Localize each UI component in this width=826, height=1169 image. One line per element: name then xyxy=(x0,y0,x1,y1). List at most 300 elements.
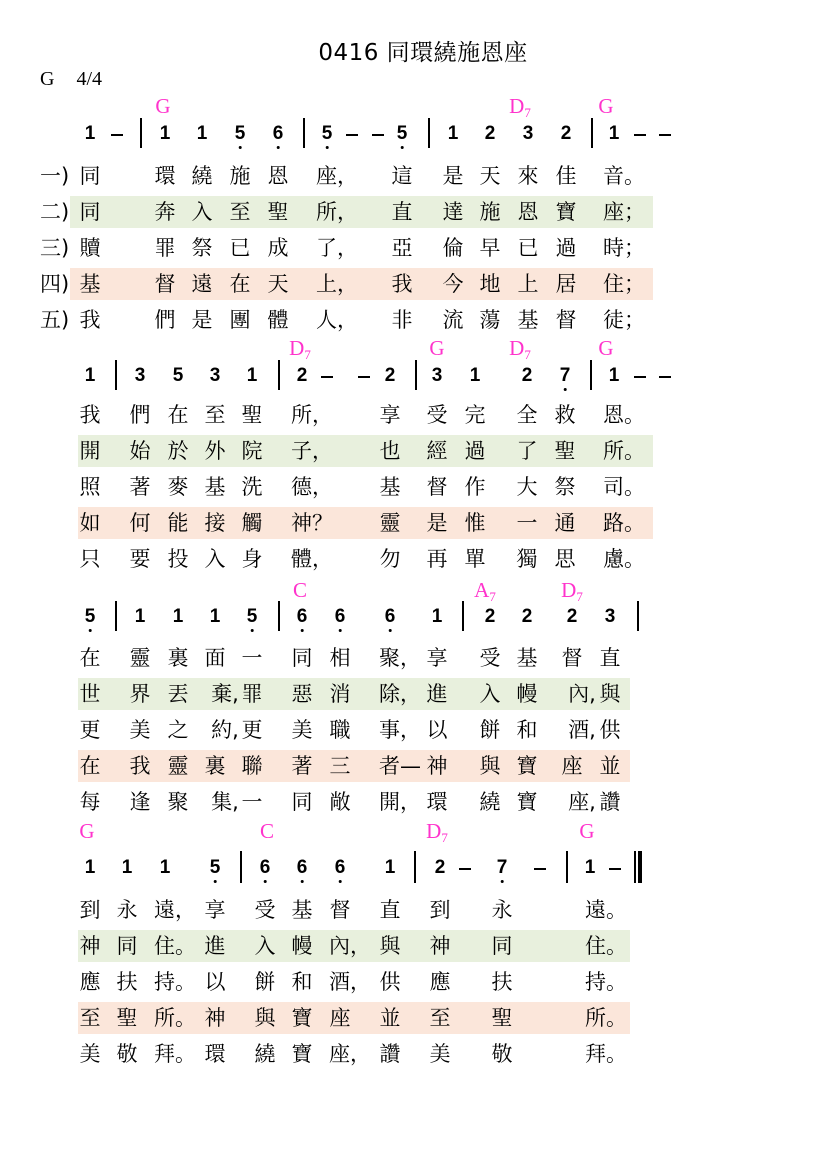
lyric-syllable: 享 xyxy=(426,646,448,670)
lyric-syllable: 除， xyxy=(379,682,421,706)
time-signature: 4/4 xyxy=(76,68,103,90)
lyric-syllable: 麥 xyxy=(167,475,189,499)
lyric-syllable: 扶 xyxy=(491,970,513,994)
lyric-syllable: 身 xyxy=(241,547,263,571)
note: 1 xyxy=(84,123,96,144)
sustain-dash xyxy=(659,134,671,136)
lyric-syllable: 美 xyxy=(291,718,313,742)
note-low-octave: 5 xyxy=(321,123,333,144)
note: 1 xyxy=(172,606,184,627)
chord-symbol: $A_7$ xyxy=(474,578,496,604)
note: 2 xyxy=(521,606,533,627)
note: 1 xyxy=(469,365,481,386)
lyric-syllable: 督 xyxy=(555,308,577,332)
note: 3 xyxy=(209,365,221,386)
lyric-syllable: 持。 xyxy=(585,970,627,994)
lyric-syllable: 我 xyxy=(79,403,101,427)
lyric-syllable: 著 xyxy=(129,475,151,499)
lyric-syllable: 座 xyxy=(561,754,583,778)
lyric-syllable: 在 xyxy=(79,646,101,670)
lyric-syllable: 了 xyxy=(516,439,538,463)
lyric-syllable: 基 xyxy=(379,475,401,499)
note-low-octave: 5 xyxy=(246,606,258,627)
lyric-syllable: 神 xyxy=(79,934,101,958)
lyric-line-verse-5 xyxy=(78,786,630,818)
chord-symbol: G xyxy=(579,819,595,843)
lyric-syllable: 敬 xyxy=(116,1042,138,1066)
note-low-octave: 5 xyxy=(209,857,221,878)
bar-line xyxy=(637,601,639,631)
lyric-syllable: 座， xyxy=(316,164,358,188)
lyric-syllable: 應 xyxy=(429,970,451,994)
sustain-dash xyxy=(634,134,646,136)
lyric-syllable: 讚 xyxy=(599,790,621,814)
lyric-syllable: 開 xyxy=(79,439,101,463)
sustain-dash xyxy=(659,376,671,378)
lyric-syllable: 拜。 xyxy=(154,1042,196,1066)
lyric-syllable: 基 xyxy=(291,898,313,922)
sustain-dash xyxy=(372,134,384,136)
note: 1 xyxy=(608,123,620,144)
lyric-syllable: 恩 xyxy=(517,200,539,224)
lyric-syllable: 已 xyxy=(517,236,539,260)
lyric-syllable: 拜。 xyxy=(585,1042,627,1066)
note: 2 xyxy=(560,123,572,144)
lyric-syllable: 於 xyxy=(167,439,189,463)
note: 1 xyxy=(84,365,96,386)
lyric-syllable: 內， xyxy=(329,934,371,958)
song-title: 0416 同環繞施恩座 xyxy=(318,40,528,66)
lyric-syllable: 院 xyxy=(241,439,263,463)
bar-line-thin xyxy=(634,851,636,883)
lyric-syllable: 祭 xyxy=(554,475,576,499)
note: 1 xyxy=(384,857,396,878)
lyric-syllable: 聖 xyxy=(554,439,576,463)
lyric-syllable: 是 xyxy=(191,308,213,332)
lyric-syllable: 們 xyxy=(154,308,176,332)
lyric-syllable: 入 xyxy=(254,934,276,958)
lyric-syllable: 約, xyxy=(211,718,239,742)
lyric-syllable: 美 xyxy=(79,1042,101,1066)
sustain-dash xyxy=(321,376,333,378)
lyric-syllable: 體 xyxy=(267,308,289,332)
bar-line xyxy=(115,601,117,631)
lyric-syllable: 所。 xyxy=(585,1006,627,1030)
lyric-syllable: 天 xyxy=(267,272,289,296)
bar-line-thick xyxy=(638,851,642,883)
note: 3 xyxy=(134,365,146,386)
lyric-syllable: 是 xyxy=(426,511,448,535)
chord-symbol: $D_7$ xyxy=(289,336,311,362)
lyric-syllable: 更 xyxy=(241,718,263,742)
lyric-syllable: 以 xyxy=(204,970,226,994)
lyric-syllable: 祭 xyxy=(191,236,213,260)
note-low-octave: 7 xyxy=(559,365,571,386)
lyric-syllable: 與 xyxy=(479,754,501,778)
lyric-syllable: 投 xyxy=(167,547,189,571)
lyric-syllable: 丟 xyxy=(167,682,189,706)
lyric-syllable: 受 xyxy=(479,646,501,670)
lyric-syllable: 同 xyxy=(116,934,138,958)
lyric-syllable: 寶 xyxy=(291,1006,313,1030)
lyric-syllable: 幔 xyxy=(516,682,538,706)
lyric-syllable: 是 xyxy=(442,164,464,188)
lyric-syllable: 惟 xyxy=(464,511,486,535)
lyric-syllable: 入 xyxy=(204,547,226,571)
lyric-syllable: 贖 xyxy=(79,236,101,260)
chord-symbol: $D_7$ xyxy=(509,94,531,120)
lyric-syllable: 在 xyxy=(167,403,189,427)
lyric-syllable: 天 xyxy=(479,164,501,188)
lyric-syllable: 司。 xyxy=(603,475,645,499)
lyric-syllable: 集, xyxy=(211,790,239,814)
lyric-syllable: 酒， xyxy=(329,970,371,994)
lyric-syllable: 地 xyxy=(479,272,501,296)
lyric-syllable: 進 xyxy=(204,934,226,958)
lyric-syllable: 者— xyxy=(379,754,421,778)
lyric-syllable: 至 xyxy=(429,1006,451,1030)
lyric-syllable: 遠。 xyxy=(585,898,627,922)
lyric-syllable: 永 xyxy=(116,898,138,922)
lyric-syllable: 美 xyxy=(129,718,151,742)
lyric-syllable: 繞 xyxy=(191,164,213,188)
note: 1 xyxy=(121,857,133,878)
verse-number: 五) xyxy=(40,308,70,332)
lyric-syllable: 環 xyxy=(426,790,448,814)
lyric-syllable: 上 xyxy=(517,272,539,296)
sustain-dash xyxy=(634,376,646,378)
lyric-syllable: 裏 xyxy=(204,754,226,778)
lyric-syllable: 座 xyxy=(329,1006,351,1030)
bar-line xyxy=(240,851,242,883)
note: 2 xyxy=(484,123,496,144)
lyric-syllable: 靈 xyxy=(129,646,151,670)
note-low-octave: 6 xyxy=(334,857,346,878)
note: 2 xyxy=(434,857,446,878)
lyric-syllable: 奔 xyxy=(154,200,176,224)
lyric-syllable: 惡 xyxy=(291,682,313,706)
lyric-syllable: 座； xyxy=(603,200,645,224)
lyric-syllable: 只 xyxy=(79,547,101,571)
chord-symbol: $D_7$ xyxy=(426,819,448,845)
lyric-syllable: 倫 xyxy=(442,236,464,260)
verse-number: 二) xyxy=(40,200,70,224)
lyric-syllable: 經 xyxy=(426,439,448,463)
lyric-syllable: 神 xyxy=(429,934,451,958)
lyric-syllable: 享 xyxy=(204,898,226,922)
sustain-dash xyxy=(346,134,358,136)
lyric-syllable: 所。 xyxy=(603,439,645,463)
lyric-syllable: 同 xyxy=(491,934,513,958)
lyric-syllable: 聖 xyxy=(241,403,263,427)
note: 1 xyxy=(134,606,146,627)
lyric-syllable: 界 xyxy=(129,682,151,706)
lyric-syllable: 照 xyxy=(79,475,101,499)
lyric-syllable: 督 xyxy=(561,646,583,670)
chord-symbol: G xyxy=(155,94,171,118)
lyric-syllable: 過 xyxy=(464,439,486,463)
lyric-line-verse-1 xyxy=(78,642,630,674)
sustain-dash xyxy=(534,868,546,870)
lyric-syllable: 餅 xyxy=(254,970,276,994)
lyric-syllable: 持。 xyxy=(154,970,196,994)
lyric-syllable: 三 xyxy=(329,754,351,778)
note: 1 xyxy=(209,606,221,627)
lyric-syllable: 並 xyxy=(599,754,621,778)
chord-symbol: C xyxy=(292,578,308,602)
note-low-octave: 6 xyxy=(259,857,271,878)
lyric-syllable: 音。 xyxy=(603,164,645,188)
lyric-syllable: 享 xyxy=(379,403,401,427)
bar-line xyxy=(414,851,416,883)
lyric-syllable: 在 xyxy=(79,754,101,778)
lyric-syllable: 們 xyxy=(129,403,151,427)
chord-symbol: G xyxy=(79,819,95,843)
lyric-syllable: 直 xyxy=(379,898,401,922)
note-low-octave: 6 xyxy=(334,606,346,627)
lyric-syllable: 住。 xyxy=(585,934,627,958)
lyric-syllable: 同 xyxy=(291,646,313,670)
bar-line xyxy=(115,360,117,390)
lyric-syllable: 直 xyxy=(599,646,621,670)
lyric-syllable: 在 xyxy=(229,272,251,296)
lyric-syllable: 扶 xyxy=(116,970,138,994)
lyric-syllable: 過 xyxy=(555,236,577,260)
lyric-syllable: 慮。 xyxy=(603,547,645,571)
lyric-syllable: 和 xyxy=(516,718,538,742)
sustain-dash xyxy=(459,868,471,870)
note: 1 xyxy=(196,123,208,144)
lyric-syllable: 單 xyxy=(464,547,486,571)
sustain-dash xyxy=(111,134,123,136)
lyric-syllable: 餅 xyxy=(479,718,501,742)
note: 3 xyxy=(604,606,616,627)
lyric-syllable: 至 xyxy=(204,403,226,427)
lyric-syllable: 幔 xyxy=(291,934,313,958)
lyric-syllable: 受 xyxy=(254,898,276,922)
lyric-syllable: 讚 xyxy=(379,1042,401,1066)
lyric-syllable: 更 xyxy=(79,718,101,742)
lyric-syllable: 達 xyxy=(442,200,464,224)
lyric-syllable: 與 xyxy=(254,1006,276,1030)
lyric-syllable: 寶 xyxy=(516,754,538,778)
bar-line xyxy=(462,601,464,631)
lyric-syllable: 再 xyxy=(426,547,448,571)
lyric-syllable: 人， xyxy=(316,308,358,332)
note: 1 xyxy=(246,365,258,386)
lyric-syllable: 我 xyxy=(79,308,101,332)
lyric-syllable: 我 xyxy=(129,754,151,778)
lyric-syllable: 神 xyxy=(426,754,448,778)
note-low-octave: 6 xyxy=(384,606,396,627)
lyric-syllable: 事， xyxy=(379,718,421,742)
note: 3 xyxy=(522,123,534,144)
lyric-syllable: 所， xyxy=(291,403,333,427)
lyric-syllable: 聚， xyxy=(379,646,421,670)
lyric-syllable: 環 xyxy=(154,164,176,188)
note-low-octave: 6 xyxy=(272,123,284,144)
lyric-syllable: 與 xyxy=(379,934,401,958)
lyric-syllable: 聯 xyxy=(241,754,263,778)
lyric-syllable: 遠， xyxy=(154,898,196,922)
lyric-syllable: 德， xyxy=(291,475,333,499)
lyric-syllable: 住。 xyxy=(154,934,196,958)
lyric-syllable: 與 xyxy=(599,682,621,706)
lyric-syllable: 團 xyxy=(229,308,251,332)
sustain-dash xyxy=(609,868,621,870)
lyric-syllable: 酒, xyxy=(568,718,596,742)
lyric-syllable: 督 xyxy=(154,272,176,296)
note: 1 xyxy=(608,365,620,386)
lyric-syllable: 著 xyxy=(291,754,313,778)
note-low-octave: 5 xyxy=(234,123,246,144)
lyric-syllable: 施 xyxy=(479,200,501,224)
lyric-syllable: 消 xyxy=(329,682,351,706)
lyric-syllable: 和 xyxy=(291,970,313,994)
note: 2 xyxy=(484,606,496,627)
lyric-syllable: 恩 xyxy=(267,164,289,188)
key-signature: G xyxy=(40,68,55,90)
note: 1 xyxy=(159,123,171,144)
note-low-octave: 5 xyxy=(396,123,408,144)
lyric-syllable: 成 xyxy=(267,236,289,260)
lyric-syllable: 至 xyxy=(229,200,251,224)
lyric-syllable: 基 xyxy=(204,475,226,499)
lyric-syllable: 了， xyxy=(316,236,358,260)
lyric-line-verse-3 xyxy=(78,714,630,746)
lyric-syllable: 基 xyxy=(79,272,101,296)
note: 1 xyxy=(431,606,443,627)
lyric-syllable: 完 xyxy=(464,403,486,427)
lyric-syllable: 到 xyxy=(429,898,451,922)
lyric-syllable: 神 xyxy=(204,1006,226,1030)
lyric-syllable: 敬 xyxy=(491,1042,513,1066)
lyric-syllable: 也 xyxy=(379,439,401,463)
verse-number: 一) xyxy=(40,164,70,188)
note: 1 xyxy=(159,857,171,878)
lyric-syllable: 一 xyxy=(241,790,263,814)
lyric-syllable: 上， xyxy=(316,272,358,296)
lyric-syllable: 寶 xyxy=(291,1042,313,1066)
lyric-syllable: 能 xyxy=(167,511,189,535)
lyric-syllable: 相 xyxy=(329,646,351,670)
bar-line xyxy=(591,118,593,148)
lyric-syllable: 職 xyxy=(329,718,351,742)
note: 2 xyxy=(384,365,396,386)
bar-line xyxy=(278,601,280,631)
lyric-syllable: 作 xyxy=(464,475,486,499)
lyric-syllable: 並 xyxy=(379,1006,401,1030)
lyric-syllable: 同 xyxy=(79,200,101,224)
lyric-syllable: 觸 xyxy=(241,511,263,535)
lyric-syllable: 之 xyxy=(167,718,189,742)
lyric-syllable: 流 xyxy=(442,308,464,332)
lyric-syllable: 聚 xyxy=(167,790,189,814)
lyric-syllable: 內, xyxy=(568,682,596,706)
chord-symbol: G xyxy=(429,336,445,360)
lyric-syllable: 敞 xyxy=(329,790,351,814)
note-low-octave: 6 xyxy=(296,606,308,627)
lyric-syllable: 接 xyxy=(204,511,226,535)
lyric-syllable: 今 xyxy=(442,272,464,296)
lyric-syllable: 靈 xyxy=(167,754,189,778)
lyric-syllable: 住； xyxy=(603,272,645,296)
lyric-syllable: 逢 xyxy=(129,790,151,814)
lyric-syllable: 聖 xyxy=(267,200,289,224)
lyric-syllable: 以 xyxy=(426,718,448,742)
lyric-syllable: 同 xyxy=(79,164,101,188)
lyric-syllable: 環 xyxy=(204,1042,226,1066)
lyric-syllable: 始 xyxy=(129,439,151,463)
lyric-syllable: 受 xyxy=(426,403,448,427)
lyric-syllable: 督 xyxy=(426,475,448,499)
lyric-syllable: 路。 xyxy=(603,511,645,535)
bar-line xyxy=(303,118,305,148)
lyric-syllable: 這 xyxy=(391,164,413,188)
lyric-syllable: 全 xyxy=(516,403,538,427)
lyric-syllable: 裏 xyxy=(167,646,189,670)
lyric-syllable: 遠 xyxy=(191,272,213,296)
lyric-syllable: 同 xyxy=(291,790,313,814)
lyric-syllable: 供 xyxy=(379,970,401,994)
lyric-syllable: 入 xyxy=(191,200,213,224)
lyric-syllable: 非 xyxy=(391,308,413,332)
lyric-syllable: 亞 xyxy=(391,236,413,260)
bar-line xyxy=(566,851,568,883)
lyric-syllable: 至 xyxy=(79,1006,101,1030)
lyric-syllable: 美 xyxy=(429,1042,451,1066)
note: 2 xyxy=(296,365,308,386)
lyric-syllable: 所， xyxy=(316,200,358,224)
note: 2 xyxy=(566,606,578,627)
bar-line xyxy=(428,118,430,148)
lyric-syllable: 勿 xyxy=(379,547,401,571)
lyric-syllable: 獨 xyxy=(516,547,538,571)
lyric-syllable: 洗 xyxy=(241,475,263,499)
note: 1 xyxy=(84,857,96,878)
lyric-syllable: 永 xyxy=(491,898,513,922)
lyric-syllable: 居 xyxy=(555,272,577,296)
lyric-syllable: 聖 xyxy=(116,1006,138,1030)
lyric-syllable: 直 xyxy=(391,200,413,224)
bar-line xyxy=(415,360,417,390)
lyric-syllable: 一 xyxy=(516,511,538,535)
lyric-syllable: 已 xyxy=(229,236,251,260)
note: 5 xyxy=(172,365,184,386)
lyric-syllable: 來 xyxy=(517,164,539,188)
note: 2 xyxy=(521,365,533,386)
lyric-syllable: 座, xyxy=(568,790,596,814)
note-low-octave: 5 xyxy=(84,606,96,627)
lyric-syllable: 佳 xyxy=(555,164,577,188)
lyric-syllable: 如 xyxy=(79,511,101,535)
bar-line xyxy=(590,360,592,390)
lyric-syllable: 子， xyxy=(291,439,333,463)
lyric-syllable: 通 xyxy=(554,511,576,535)
lyric-syllable: 面 xyxy=(204,646,226,670)
lyric-syllable: 所。 xyxy=(154,1006,196,1030)
lyric-syllable: 繞 xyxy=(479,790,501,814)
lyric-syllable: 大 xyxy=(516,475,538,499)
lyric-syllable: 思 xyxy=(554,547,576,571)
lyric-syllable: 進 xyxy=(426,682,448,706)
lyric-syllable: 每 xyxy=(79,790,101,814)
key-time-signature xyxy=(40,68,124,91)
verse-number: 四) xyxy=(40,272,70,296)
lyric-syllable: 外 xyxy=(204,439,226,463)
lyric-line-verse-4 xyxy=(78,750,630,782)
lyric-syllable: 到 xyxy=(79,898,101,922)
